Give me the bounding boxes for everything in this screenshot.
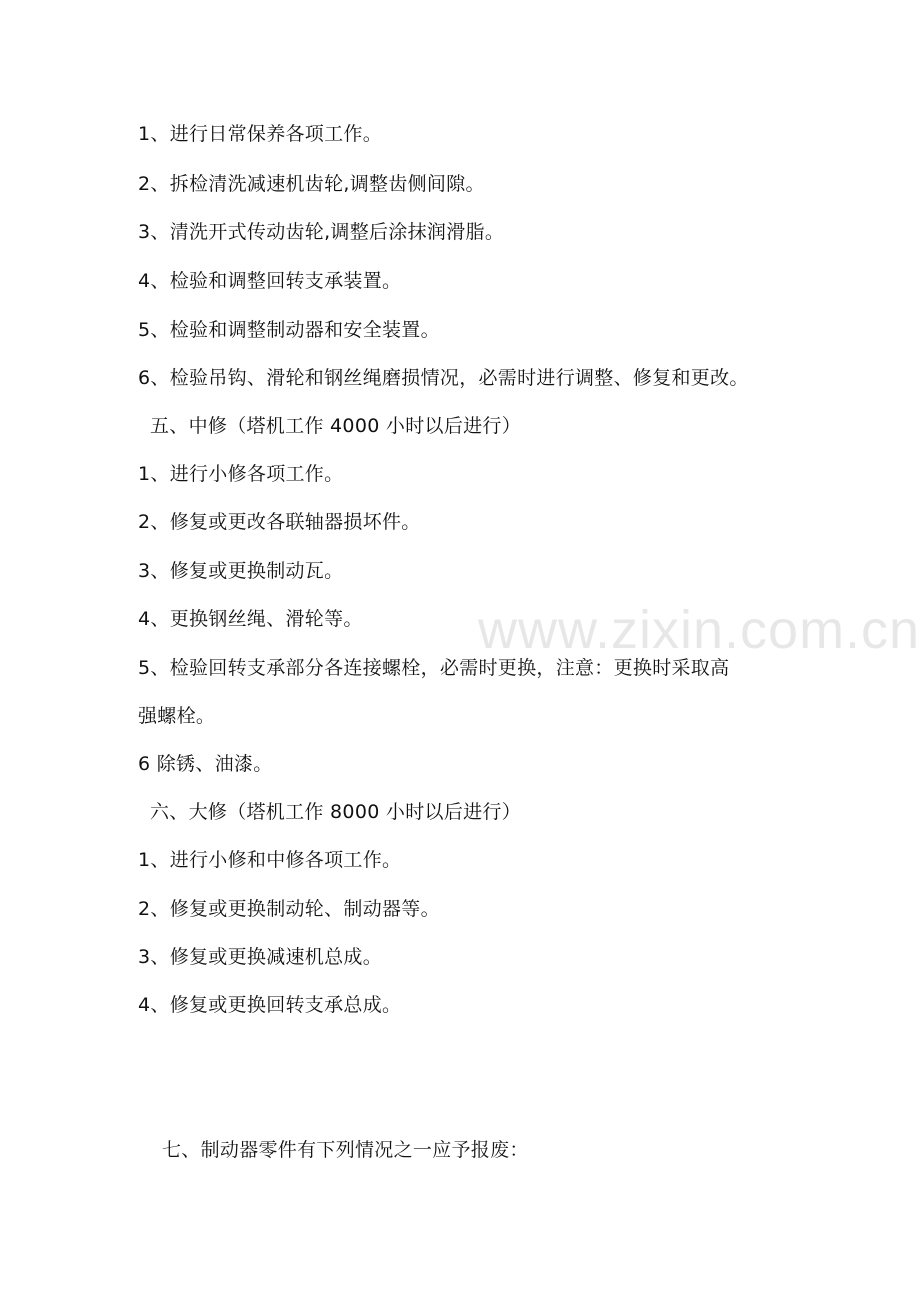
list-item-continuation: 强螺栓。 (138, 705, 216, 727)
section-heading: 五、中修（塔机工作 4000 小时以后进行） (150, 415, 522, 437)
list-item: 1、进行小修和中修各项工作。 (138, 849, 402, 871)
watermark: www.zixin.com.cn (478, 600, 920, 660)
section-heading: 七、制动器零件有下列情况之一应予报废： (162, 1139, 529, 1161)
list-item: 3、修复或更换减速机总成。 (138, 946, 382, 968)
list-item: 2、拆检清洗减速机齿轮,调整齿侧间隙。 (138, 173, 485, 195)
list-item: 1、进行日常保养各项工作。 (138, 123, 382, 145)
list-item: 4、检验和调整回转支承装置。 (138, 270, 402, 292)
list-item: 6、检验吊钩、滑轮和钢丝绳磨损情况，必需时进行调整、修复和更改。 (138, 367, 749, 389)
list-item: 1、进行小修各项工作。 (138, 463, 344, 485)
list-item: 6 除锈、油漆。 (138, 753, 273, 775)
list-item: 2、修复或更换制动轮、制动器等。 (138, 898, 440, 920)
section-heading: 六、大修（塔机工作 8000 小时以后进行） (150, 801, 522, 823)
list-item: 5、检验和调整制动器和安全装置。 (138, 319, 440, 341)
list-item: 3、清洗开式传动齿轮,调整后涂抹润滑脂。 (138, 221, 505, 243)
list-item: 2、修复或更改各联轴器损坏件。 (138, 511, 421, 533)
list-item: 4、更换钢丝绳、滑轮等。 (138, 608, 363, 630)
list-item: 4、修复或更换回转支承总成。 (138, 994, 402, 1016)
list-item: 5、检验回转支承部分各连接螺栓，必需时更换，注意：更换时采取高 (138, 657, 730, 679)
list-item: 3、修复或更换制动瓦。 (138, 560, 344, 582)
